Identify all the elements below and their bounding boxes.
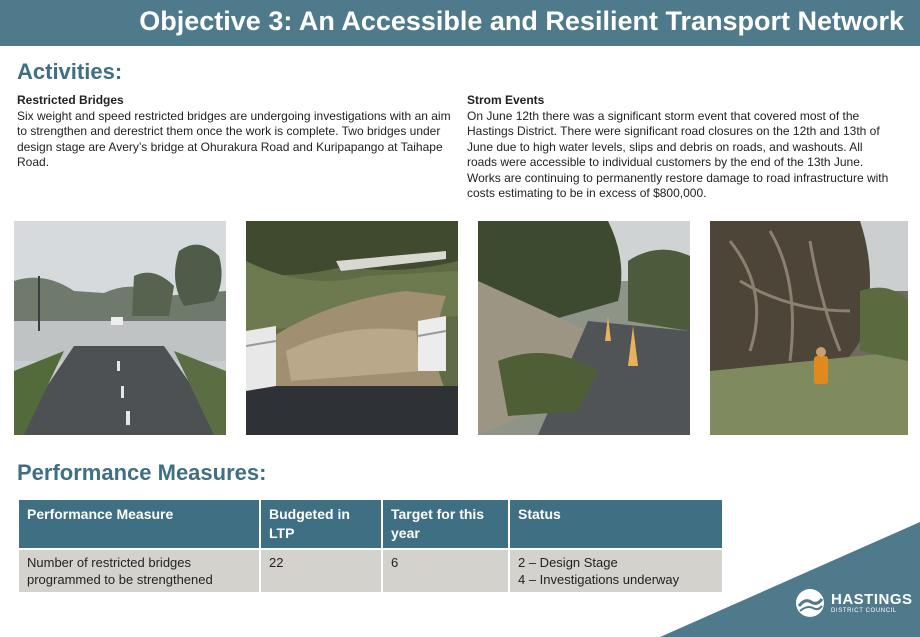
corner-decoration [660, 522, 920, 637]
status-line-design: 2 – Design Stage [518, 555, 618, 570]
col-target-this-year: Target for this year [383, 500, 508, 548]
washed-out-bridge-photo [246, 221, 458, 435]
logo-emblem-icon [795, 588, 825, 618]
performance-heading: Performance Measures: [17, 460, 267, 485]
measure-cell: Number of restricted bridges programmed to be strengthened [19, 550, 259, 592]
restricted-bridges-title: Restricted Bridges [17, 93, 124, 107]
col-status: Status [510, 500, 722, 548]
table-header-row [19, 500, 722, 548]
storm-events-section [467, 93, 892, 202]
restricted-bridges-body: Six weight and speed restricted bridges are undergoing investigations with an aim to strengthen and derestrict them once the work is complete. Two bridges under design stage are Avery’s bridge at Ohurakura Road and Kuripapango at Taihape Road. [17, 108, 451, 169]
flooded-road-photo [14, 221, 226, 435]
table-row [19, 550, 722, 592]
title-bar [0, 0, 920, 46]
target-cell: 6 [383, 550, 508, 592]
page-title: Objective 3: An Accessible and Resilient Transport Network [139, 6, 904, 36]
storm-events-body: On June 12th there was a significant storm event that covered most of the Hastings District. There were significant road closures on the 12th and 13th of June due to high water levels, slips and debris on roads, and washouts. All roads were accessible to individual customers by the end of the 13th June. Works are continuing to permanently restore damage to road infrastructure with costs estimating to be in excess of $800,000. [467, 108, 889, 200]
logo-subtitle: DISTRICT COUNCIL [831, 607, 897, 614]
performance-table [17, 498, 724, 594]
status-line-investigations: 4 – Investigations underway [518, 572, 680, 587]
hastings-logo [795, 588, 913, 618]
fallen-tree-photo [710, 221, 908, 435]
col-performance-measure: Performance Measure [19, 500, 259, 548]
storm-events-title: Strom Events [467, 93, 545, 107]
col-budgeted-in-ltp: Budgeted in LTP [261, 500, 381, 548]
restricted-bridges-section [17, 93, 457, 171]
logo-name: HASTINGS [831, 590, 913, 608]
budgeted-cell: 22 [261, 550, 381, 592]
activities-heading: Activities: [17, 59, 123, 84]
slip-debris-road-photo [478, 221, 690, 435]
